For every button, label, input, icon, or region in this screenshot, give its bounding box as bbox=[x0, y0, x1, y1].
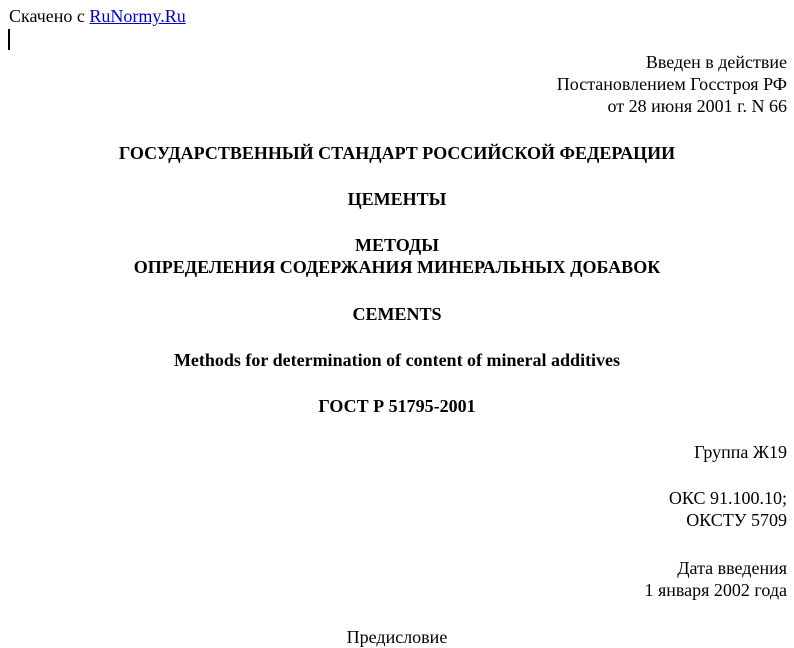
subject-title-ru: ЦЕМЕНТЫ bbox=[347, 189, 447, 209]
state-standard-title: ГОСУДАРСТВЕННЫЙ СТАНДАРТ РОССИЙСКОЙ ФЕДЕРАЦИИ bbox=[118, 143, 676, 163]
text-cursor bbox=[8, 29, 10, 50]
intro-block bbox=[557, 51, 787, 117]
intro-line-3: от 28 июня 2001 г. N 66 bbox=[607, 96, 787, 116]
subject-title-en: CEMENTS bbox=[352, 304, 442, 324]
foreword-heading: Предисловие bbox=[346, 627, 448, 647]
standard-code: ГОСТ Р 51795-2001 bbox=[318, 396, 476, 416]
source-prefix: Скачено с bbox=[9, 6, 85, 26]
intro-line-1: Введен в действие bbox=[645, 52, 787, 72]
classification-codes bbox=[669, 487, 787, 531]
methods-title-ru-line-2: ОПРЕДЕЛЕНИЯ СОДЕРЖАНИЯ МИНЕРАЛЬНЫХ ДОБАВОК bbox=[133, 257, 661, 277]
okstu-code: ОКСТУ 5709 bbox=[686, 510, 787, 530]
oks-code: ОКС 91.100.10; bbox=[668, 488, 787, 508]
methods-title-en: Methods for determination of content of mineral additives bbox=[173, 350, 621, 370]
group-label: Группа Ж19 bbox=[694, 442, 787, 462]
intro-line-2: Постановлением Госстроя РФ bbox=[556, 74, 787, 94]
methods-title-ru-line-1: МЕТОДЫ bbox=[355, 235, 439, 255]
effective-date-block bbox=[644, 557, 787, 601]
methods-title-ru bbox=[0, 234, 794, 278]
source-line bbox=[9, 5, 186, 27]
effective-date-value: 1 января 2002 года bbox=[644, 580, 787, 600]
effective-date-label: Дата введения bbox=[677, 558, 787, 578]
source-link[interactable]: RuNormy.Ru bbox=[89, 6, 186, 26]
